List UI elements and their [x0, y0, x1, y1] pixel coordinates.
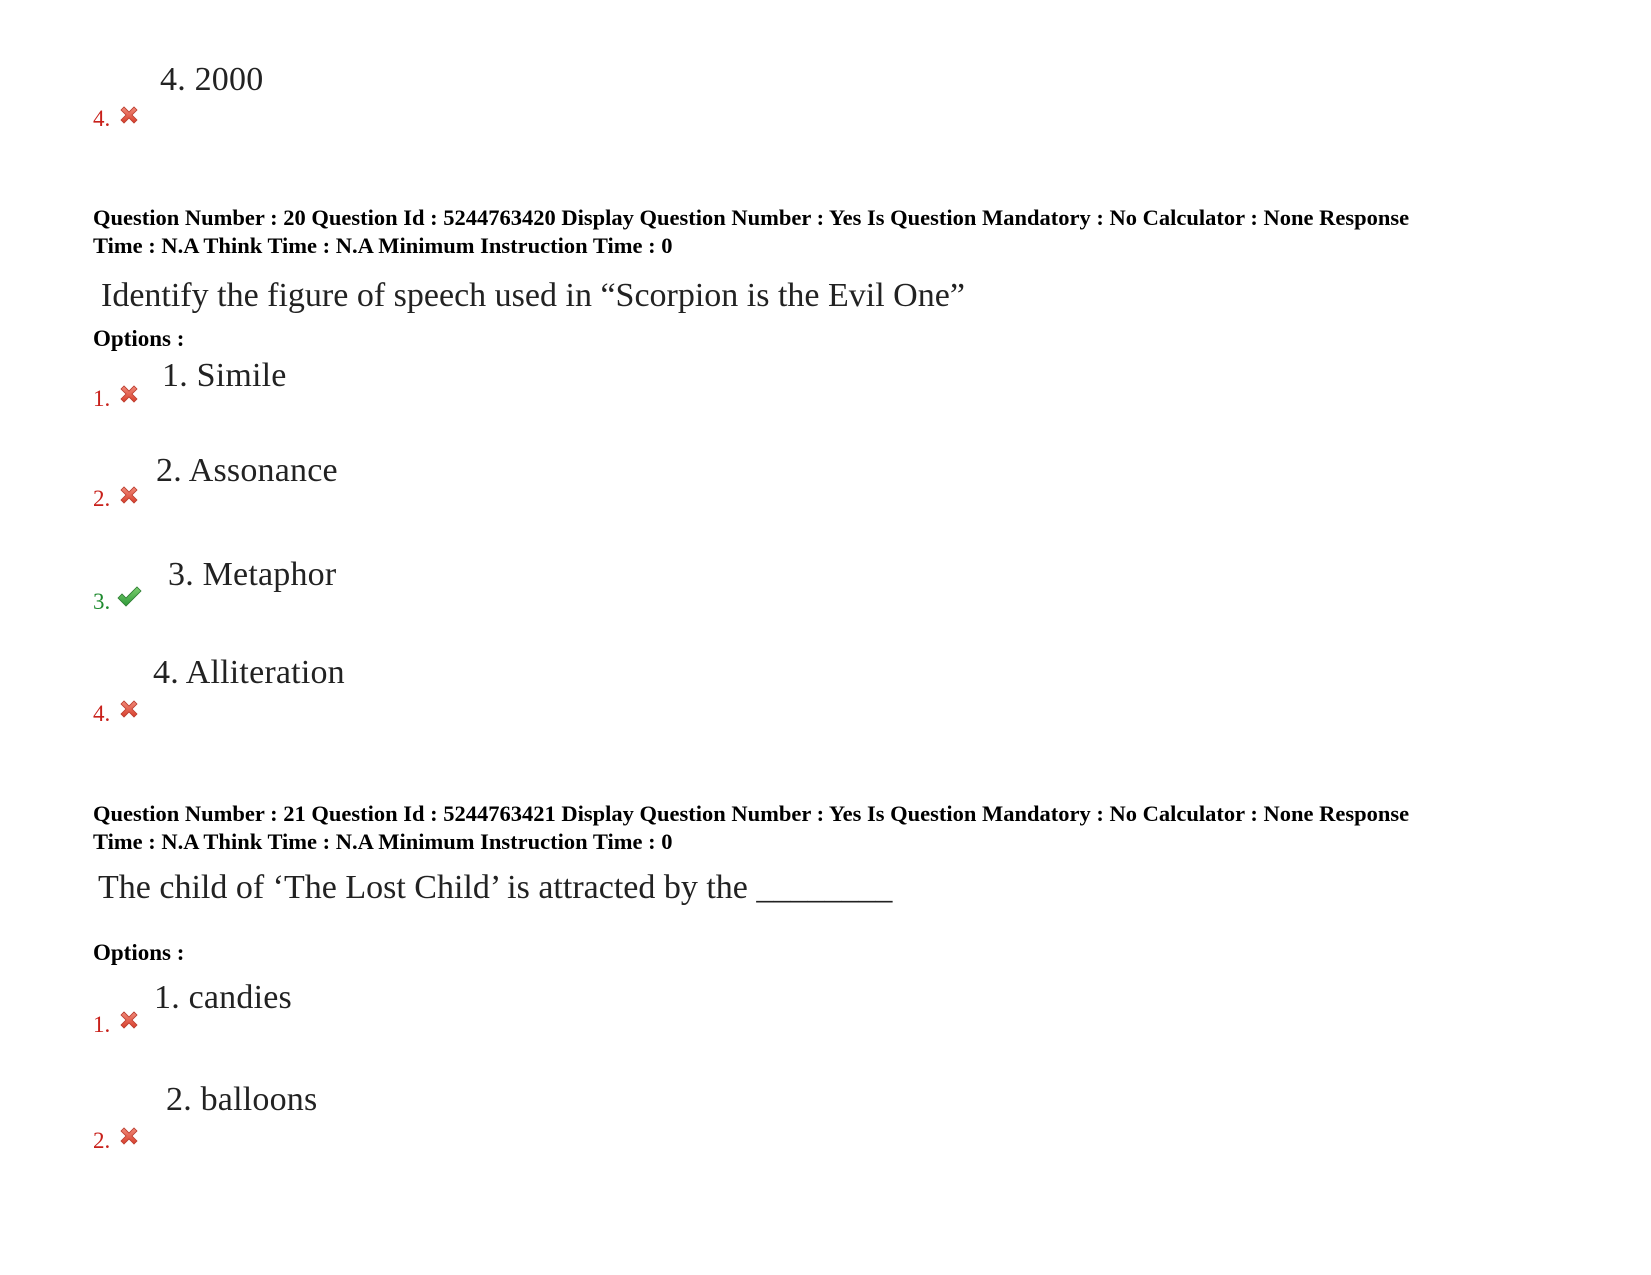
option-text: 2. Assonance	[156, 452, 338, 489]
options-label: Options :	[93, 326, 185, 351]
option-number: 1.	[93, 1012, 111, 1037]
option-number: 4.	[93, 701, 111, 726]
question-meta-line1: Question Number : 20 Question Id : 5244763420 Display Question Number : Yes Is Question Mandatory : No Calculator : None Response	[93, 205, 1410, 230]
option-number: 1.	[93, 386, 111, 411]
question-meta-line2: Time : N.A Think Time : N.A Minimum Instruction Time : 0	[93, 829, 673, 854]
question-text: The child of ‘The Lost Child’ is attracted by the ________	[98, 869, 893, 906]
question-meta-line2: Time : N.A Think Time : N.A Minimum Instruction Time : 0	[93, 233, 673, 258]
check-icon	[116, 586, 142, 608]
question-text: Identify the figure of speech used in “Scorpion is the Evil One”	[101, 277, 965, 314]
cross-icon	[118, 698, 140, 720]
option-number: 4.	[93, 106, 111, 131]
question-meta	[93, 204, 1573, 260]
cross-icon	[118, 1009, 140, 1031]
cross-icon	[118, 484, 140, 506]
option-text: 4. Alliteration	[153, 654, 345, 691]
question-meta	[93, 800, 1573, 856]
option-number: 2.	[93, 486, 111, 511]
options-label: Options :	[93, 940, 185, 965]
cross-icon	[118, 1125, 140, 1147]
option-text: 1. candies	[154, 979, 292, 1016]
option-text: 4. 2000	[160, 61, 264, 98]
option-text: 1. Simile	[162, 357, 287, 394]
option-text: 2. balloons	[166, 1081, 318, 1118]
cross-icon	[118, 383, 140, 405]
option-number: 2.	[93, 1128, 111, 1153]
cross-icon	[118, 104, 140, 126]
option-number: 3.	[93, 589, 111, 614]
question-meta-line1: Question Number : 21 Question Id : 5244763421 Display Question Number : Yes Is Question Mandatory : No Calculator : None Response	[93, 801, 1410, 826]
option-text: 3. Metaphor	[168, 556, 337, 593]
